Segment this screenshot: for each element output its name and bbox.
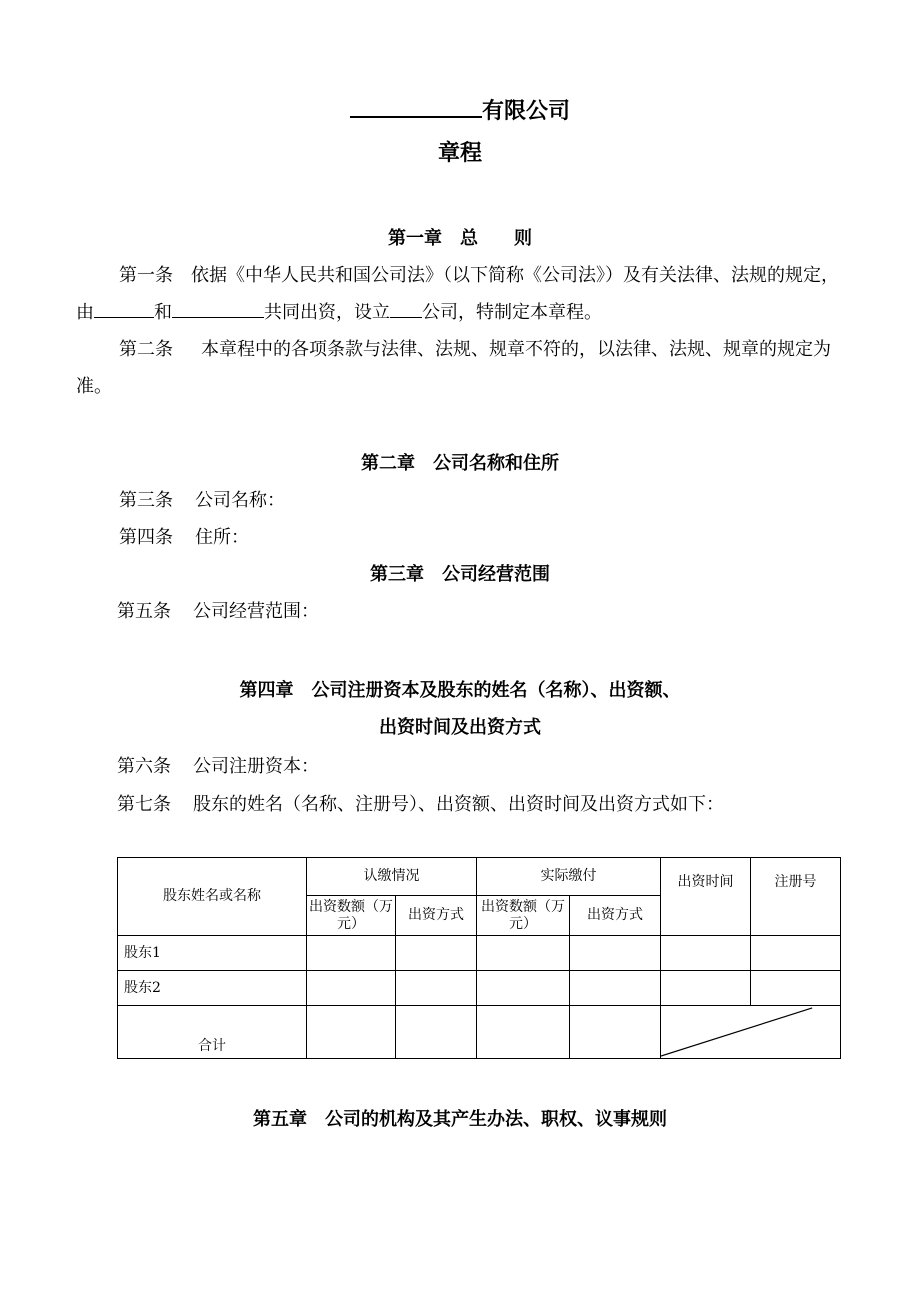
document-title (0, 93, 920, 125)
diagonal-cell (661, 1006, 841, 1059)
article-7-text: 股东的姓名（名称、注册号）、出资额、出资时间及出资方式如下： (193, 794, 724, 815)
chapter-1-heading: 第一章 总 则 (388, 228, 532, 249)
header-subscribed-amount: 出资数额（万元） (307, 896, 396, 936)
table-cell (396, 1006, 477, 1059)
table-cell (570, 1006, 661, 1059)
founder-1-blank (94, 298, 154, 318)
table-cell (307, 971, 396, 1006)
row-shareholder-2: 股东2 (118, 971, 307, 1006)
article-7 (117, 790, 724, 816)
chapter-4-heading-line-2: 出资时间及出资方式 (379, 717, 541, 738)
article-4-text: 住所： (195, 527, 249, 548)
diagonal-line (661, 1006, 840, 1058)
chapter-5-heading: 第五章 公司的机构及其产生办法、职权、议事规则 (253, 1109, 667, 1130)
table-cell (477, 971, 570, 1006)
row-shareholder-1: 股东1 (118, 936, 307, 971)
shareholder-table (117, 857, 841, 1059)
article-1 (76, 257, 846, 331)
document-subtitle: 章程 (437, 141, 482, 166)
article-5 (117, 597, 319, 623)
row-total-label: 合计 (118, 1006, 307, 1059)
header-subscribed: 认缴情况 (307, 858, 477, 896)
table-cell (396, 936, 477, 971)
article-4 (119, 523, 249, 549)
article-2 (76, 331, 846, 405)
header-shareholder-name: 股东姓名或名称 (118, 858, 307, 936)
table-cell (396, 971, 477, 1006)
table-cell (307, 936, 396, 971)
article-4-label: 第四条 (119, 527, 173, 548)
article-3-text: 公司名称： (195, 490, 285, 511)
table-cell (570, 971, 661, 1006)
article-3 (119, 486, 285, 512)
article-1-label: 第一条 (119, 265, 173, 286)
header-paid: 实际缴付 (477, 858, 661, 896)
table-cell (570, 936, 661, 971)
article-1-text-c: 共同出资，设立 (264, 302, 390, 323)
article-2-label: 第二条 (119, 339, 173, 360)
title-suffix: 有限公司 (481, 99, 570, 125)
chapter-4-heading-line-1: 第四章 公司注册资本及股东的姓名（名称）、出资额、 (239, 680, 681, 701)
company-blank (390, 298, 422, 318)
header-paid-method: 出资方式 (570, 896, 661, 936)
table-cell (751, 971, 841, 1006)
article-5-label: 第五条 (117, 601, 171, 622)
header-contribution-time: 出资时间 (661, 858, 751, 936)
table-cell (661, 936, 751, 971)
table-cell (661, 971, 751, 1006)
table-row-total (118, 1006, 841, 1059)
company-name-blank (350, 93, 482, 118)
article-6-text: 公司注册资本： (193, 756, 319, 777)
chapter-3-heading: 第三章 公司经营范围 (370, 564, 550, 585)
article-6-label: 第六条 (117, 756, 171, 777)
article-7-label: 第七条 (117, 794, 171, 815)
header-subscribed-method: 出资方式 (396, 896, 477, 936)
table-row (118, 936, 841, 971)
chapter-2-heading: 第二章 公司名称和住所 (361, 453, 559, 474)
table-cell (477, 936, 570, 971)
article-1-text-b: 和 (154, 302, 172, 323)
article-1-text-d: 公司，特制定本章程。 (422, 302, 602, 323)
table-cell (307, 1006, 396, 1059)
table-cell (477, 1006, 570, 1059)
article-1-text-a: 依据《中华人民共和国公司法》（以下简称《公司法》）及有关法律、法规的规定，由 (76, 265, 839, 323)
table-row (118, 971, 841, 1006)
founder-2-blank (172, 298, 264, 318)
table-cell (751, 936, 841, 971)
article-6 (117, 752, 319, 778)
article-3-label: 第三条 (119, 490, 173, 511)
header-registration-number: 注册号 (751, 858, 841, 936)
header-paid-amount: 出资数额（万元） (477, 896, 570, 936)
article-5-text: 公司经营范围： (193, 601, 319, 622)
article-2-text: 本章程中的各项条款与法律、法规、规章不符的，以法律、法规、规章的规定为准。 (76, 339, 831, 397)
